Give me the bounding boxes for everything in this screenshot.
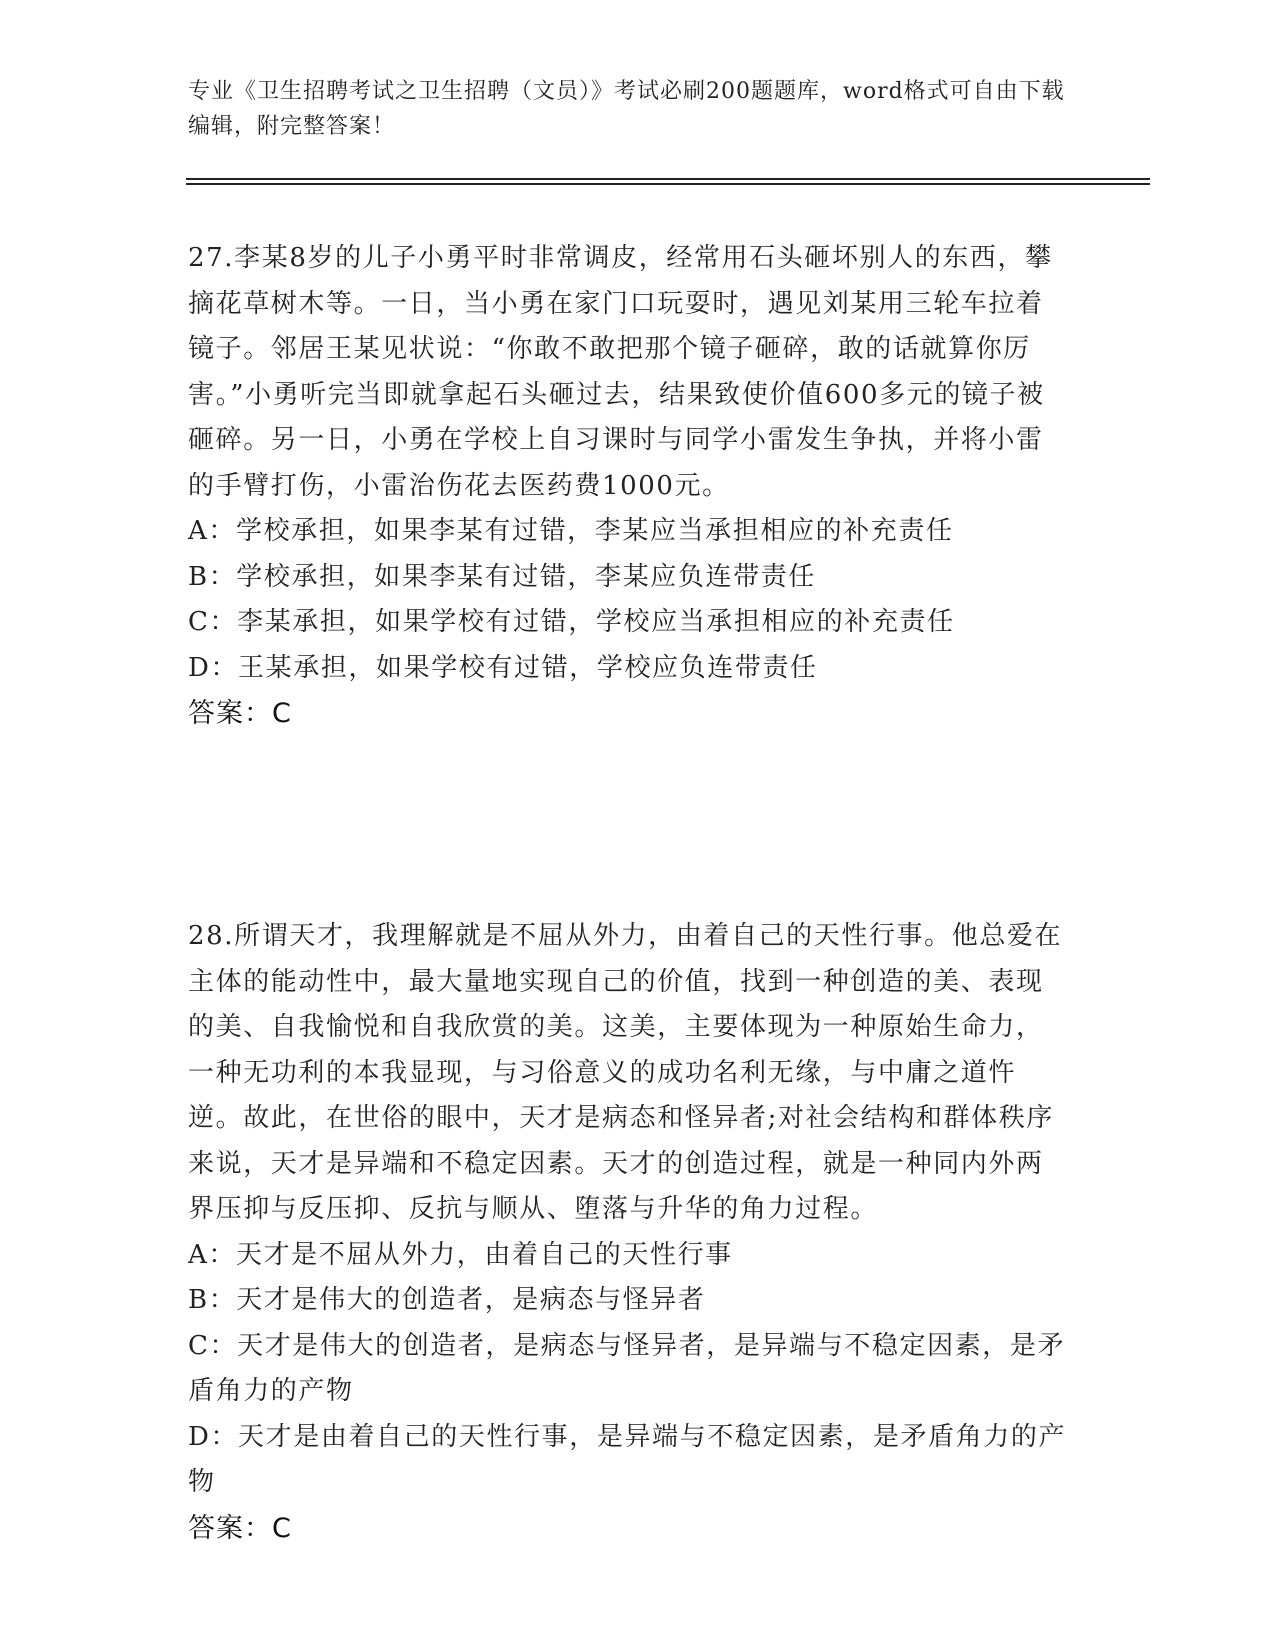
question-28 xyxy=(188,914,1068,1551)
option-c: C：天才是伟大的创造者，是病态与怪异者，是异端与不稳定因素，是矛盾角力的产物 xyxy=(188,1330,1066,1406)
option-d: D：天才是由着自己的天性行事，是异端与不稳定因素，是矛盾角力的产物 xyxy=(188,1421,1067,1497)
option-b: B：学校承担，如果李某有过错，李某应负连带责任 xyxy=(188,561,816,592)
header-divider-bottom xyxy=(186,183,1150,185)
option-d: D：王某承担，如果学校有过错，学校应负连带责任 xyxy=(188,652,818,683)
question-27 xyxy=(188,236,1068,737)
option-b: B：天才是伟大的创造者，是病态与怪异者 xyxy=(188,1285,706,1315)
header-title: 专业《卫生招聘考试之卫生招聘（文员）》考试必刷200题题库，word格式可自由下载编辑，附完整答案！ xyxy=(188,79,1065,139)
answer-label: 答案：C xyxy=(188,698,292,729)
option-c: C：李某承担，如果学校有过错，学校应当承担相应的补充责任 xyxy=(188,607,955,637)
question-stem: 28.所谓天才，我理解就是不屈从外力，由着自己的天性行事。他总爱在主体的能动性中，最大量地实现自己的价值，找到一种创造的美、表现的美、自我愉悦和自我欣赏的美。这美，主要体现为一种原始生命力，一种无功利的本我显现，与习俗意义的成功名利无缘，与中庸之道忤逆。故此，在世俗的眼中，天才是病态和怪异者;对社会结构和群体秩序来说，天才是异端和不稳定因素。天才的创造过程，就是一种同内外两界压抑与反压抑、反抗与顺从、堕落与升华的角力过程。 xyxy=(188,921,1063,1224)
header-divider-top xyxy=(186,178,1150,180)
option-a: A：学校承担，如果李某有过错，李某应当承担相应的补充责任 xyxy=(188,516,954,546)
answer-label: 答案：C xyxy=(188,1512,292,1544)
option-a: A：天才是不屈从外力，由着自己的天性行事 xyxy=(188,1239,733,1270)
document-header xyxy=(188,74,1068,144)
question-stem: 27.李某8岁的儿子小勇平时非常调皮，经常用石头砸坏别人的东西，攀摘花草树木等。一日，当小勇在家门口玩耍时，遇见刘某用三轮车拉着镜子。邻居王某见状说：“你敢不敢把那个镜子砸碎，敢的话就算你厉害。”小勇听完当即就拿起石头砸过去，结果致使价值600多元的镜子被砸碎。另一日，小勇在学校上自习课时与同学小雷发生争执，并将小雷的手臂打伤，小雷治伤花去医药费1000元。 xyxy=(188,243,1053,501)
